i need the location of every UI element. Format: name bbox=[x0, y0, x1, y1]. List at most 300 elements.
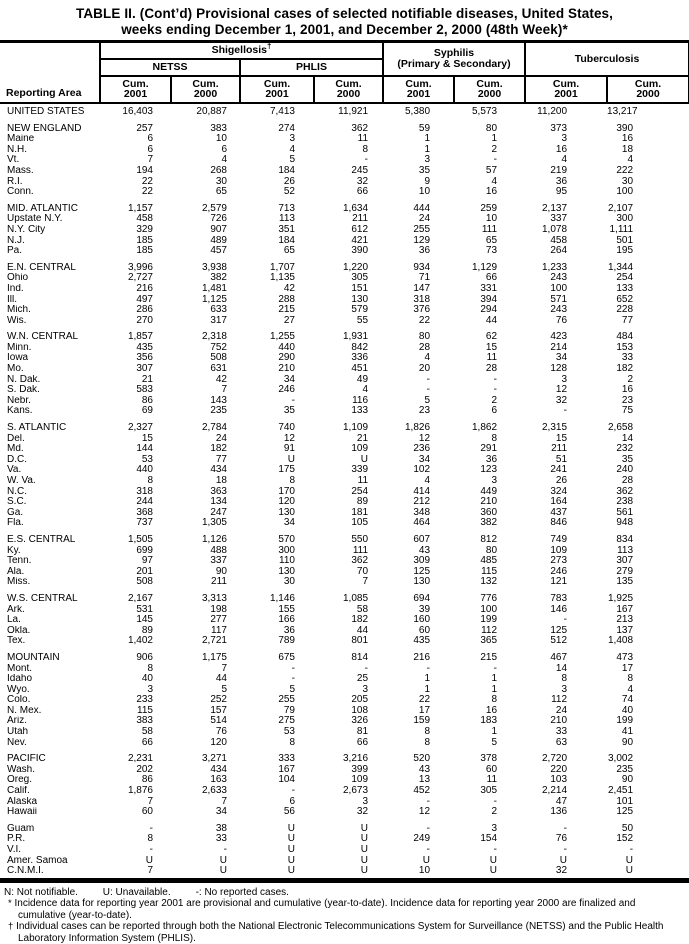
value-cell: 120 bbox=[278, 497, 295, 508]
value-cell: - bbox=[364, 155, 369, 166]
value-cell: 7 bbox=[147, 155, 153, 166]
value-cell: 512 bbox=[550, 636, 568, 647]
reporting-area-cell: Okla. bbox=[7, 625, 31, 636]
value-cell: 77 bbox=[215, 454, 227, 465]
table-row bbox=[0, 664, 689, 675]
value-cell: 235 bbox=[616, 764, 634, 775]
value-cell: 53 bbox=[141, 454, 153, 465]
reporting-area-cell: Ohio bbox=[7, 273, 29, 284]
value-cell: 752 bbox=[210, 342, 227, 353]
reporting-area-cell: N. Mex. bbox=[7, 705, 42, 716]
table-row bbox=[0, 866, 689, 880]
value-cell: 28 bbox=[485, 364, 498, 375]
table-row bbox=[0, 497, 689, 508]
value-cell: 12 bbox=[418, 433, 431, 444]
value-cell: 434 bbox=[210, 465, 227, 476]
value-cell: 76 bbox=[555, 834, 568, 845]
value-cell: 484 bbox=[616, 331, 634, 343]
value-cell: 75 bbox=[621, 406, 634, 417]
value-cell: 34 bbox=[215, 807, 227, 818]
table-row bbox=[0, 716, 689, 727]
value-cell: 571 bbox=[550, 294, 568, 305]
value-cell: 550 bbox=[351, 533, 369, 545]
value-cell: 399 bbox=[351, 764, 369, 775]
value-cell: 2 bbox=[491, 144, 498, 155]
value-cell: 243 bbox=[550, 305, 568, 316]
value-cell: 373 bbox=[550, 122, 568, 134]
value-cell: 128 bbox=[550, 364, 568, 375]
value-cell: 279 bbox=[616, 566, 634, 577]
value-cell: 1,925 bbox=[608, 592, 634, 604]
value-cell: 2,673 bbox=[342, 786, 369, 797]
reporting-area-cell: Upstate N.Y. bbox=[7, 214, 63, 225]
value-cell: 243 bbox=[550, 273, 568, 284]
value-cell: 1,220 bbox=[342, 261, 369, 273]
value-cell: - bbox=[563, 615, 568, 626]
value-cell: 8 bbox=[147, 663, 153, 674]
value-cell: 47 bbox=[555, 796, 568, 807]
reporting-area-cell: W.N. CENTRAL bbox=[7, 331, 79, 343]
value-cell: - bbox=[149, 845, 153, 855]
value-cell: 1 bbox=[424, 144, 431, 155]
value-cell: 2,727 bbox=[127, 273, 153, 284]
value-cell: 3 bbox=[147, 684, 153, 695]
table-row bbox=[0, 295, 689, 306]
value-cell: 2,231 bbox=[127, 753, 153, 765]
value-cell: 8 bbox=[424, 727, 431, 738]
value-cell: 435 bbox=[413, 636, 431, 647]
table-row bbox=[0, 685, 689, 696]
value-cell: 215 bbox=[278, 305, 295, 316]
reporting-area-cell: N.C. bbox=[7, 486, 27, 497]
reporting-area-cell: Miss. bbox=[7, 577, 31, 588]
value-cell: 228 bbox=[616, 305, 634, 316]
value-cell: 66 bbox=[356, 187, 369, 198]
value-cell: 467 bbox=[550, 651, 568, 663]
table-row bbox=[0, 577, 689, 588]
value-cell: 6 bbox=[221, 144, 227, 155]
value-cell: 62 bbox=[485, 331, 498, 343]
value-cell: 421 bbox=[351, 235, 369, 246]
value-cell: 776 bbox=[480, 592, 498, 604]
value-cell: 58 bbox=[356, 604, 369, 615]
value-cell: 71 bbox=[418, 273, 431, 284]
value-cell: 1,408 bbox=[608, 636, 634, 647]
value-cell: 1,305 bbox=[201, 518, 227, 529]
value-cell: 86 bbox=[141, 395, 153, 406]
value-cell: 199 bbox=[616, 716, 634, 727]
value-cell: 120 bbox=[210, 737, 227, 748]
reporting-area-cell: Hawaii bbox=[7, 807, 38, 818]
reporting-area-cell: P.R. bbox=[7, 834, 26, 845]
value-cell: 254 bbox=[351, 486, 369, 497]
value-cell: 212 bbox=[413, 497, 431, 508]
value-cell: 76 bbox=[215, 727, 227, 738]
value-cell: 10 bbox=[485, 214, 498, 225]
value-cell: 182 bbox=[616, 364, 634, 375]
value-cell: 1,126 bbox=[201, 533, 227, 545]
value-cell: U bbox=[219, 855, 227, 866]
column-header-cum-2000-1: Cum. 2000 bbox=[171, 76, 240, 103]
value-cell: U bbox=[607, 866, 689, 880]
value-cell: 351 bbox=[278, 224, 295, 235]
table-row bbox=[0, 476, 689, 487]
reporting-area-cell: Idaho bbox=[7, 674, 33, 685]
value-cell: 4 bbox=[561, 155, 568, 166]
value-cell: 246 bbox=[550, 566, 568, 577]
value-cell: 43 bbox=[418, 764, 431, 775]
value-cell: 125 bbox=[413, 566, 431, 577]
value-cell: U bbox=[422, 855, 431, 866]
value-cell: 348 bbox=[413, 507, 431, 518]
value-cell: 8 bbox=[491, 433, 498, 444]
table-row bbox=[0, 417, 689, 434]
reporting-area-cell: N.J. bbox=[7, 235, 25, 246]
value-cell: 30 bbox=[621, 176, 634, 187]
value-cell: 43 bbox=[418, 545, 431, 556]
value-cell: 812 bbox=[480, 533, 498, 545]
value-cell: 110 bbox=[279, 556, 295, 567]
netss-subgroup-header: NETSS bbox=[100, 59, 240, 76]
value-cell: 2,137 bbox=[541, 202, 568, 214]
table-row bbox=[0, 674, 689, 685]
table-row bbox=[0, 316, 689, 327]
value-cell: 3,216 bbox=[342, 753, 369, 765]
value-cell: 489 bbox=[210, 235, 227, 246]
value-cell: 3 bbox=[491, 476, 498, 486]
value-cell: 307 bbox=[136, 364, 153, 375]
value-cell: 294 bbox=[480, 305, 498, 316]
value-cell: 14 bbox=[621, 433, 634, 444]
value-cell: - bbox=[291, 786, 295, 797]
value-cell: 20 bbox=[418, 364, 431, 375]
value-cell: 244 bbox=[136, 497, 153, 508]
value-cell: 211 bbox=[211, 577, 227, 588]
table-row bbox=[0, 529, 689, 546]
table-row bbox=[0, 284, 689, 295]
value-cell: 222 bbox=[616, 165, 634, 176]
value-cell: 219 bbox=[550, 165, 568, 176]
value-cell: 1,233 bbox=[541, 261, 568, 273]
value-cell: 907 bbox=[210, 224, 227, 235]
value-cell: 1,157 bbox=[127, 202, 153, 214]
value-cell: 264 bbox=[550, 246, 568, 257]
value-cell: 66 bbox=[485, 273, 498, 284]
value-cell: 1,857 bbox=[127, 331, 153, 343]
table-row bbox=[0, 706, 689, 717]
value-cell: U bbox=[360, 834, 369, 845]
value-cell: 201 bbox=[136, 566, 153, 577]
value-cell: 270 bbox=[136, 315, 153, 326]
value-cell: 1,146 bbox=[269, 592, 295, 604]
value-cell: 333 bbox=[278, 753, 295, 765]
value-cell: 63 bbox=[555, 737, 568, 748]
title-line-2: weeks ending December 1, 2001, and December 2, 2000 (48th Week)* bbox=[121, 21, 568, 37]
value-cell: 4 bbox=[627, 684, 634, 695]
value-cell: 233 bbox=[136, 695, 153, 706]
value-cell: 175 bbox=[278, 465, 295, 476]
value-cell: 8 bbox=[491, 695, 498, 706]
value-cell: 1 bbox=[424, 674, 431, 685]
value-cell: 166 bbox=[278, 615, 295, 626]
value-cell: 339 bbox=[351, 465, 369, 476]
value-cell: 15 bbox=[555, 433, 568, 444]
table-row bbox=[0, 845, 689, 856]
value-cell: 5 bbox=[289, 155, 295, 166]
table-row bbox=[0, 856, 689, 867]
reporting-area-cell: Ky. bbox=[7, 545, 21, 556]
value-cell: 440 bbox=[278, 342, 295, 353]
value-cell: 205 bbox=[351, 695, 369, 706]
value-cell: 111 bbox=[352, 545, 369, 556]
phlis-subgroup-header: PHLIS bbox=[240, 59, 383, 76]
value-cell: U bbox=[360, 822, 369, 834]
value-cell: 8 bbox=[147, 834, 153, 845]
value-cell: 125 bbox=[616, 807, 634, 818]
reporting-area-cell: Wis. bbox=[7, 315, 27, 326]
value-cell: 157 bbox=[210, 705, 227, 716]
reporting-area-cell: Utah bbox=[7, 727, 29, 738]
value-cell: 232 bbox=[616, 444, 634, 455]
value-cell: 1,862 bbox=[471, 422, 498, 434]
value-cell: 90 bbox=[621, 737, 634, 748]
value-cell: 147 bbox=[413, 283, 431, 294]
value-cell: 80 bbox=[485, 545, 498, 556]
value-cell: 28 bbox=[418, 342, 431, 353]
value-cell: 38 bbox=[215, 822, 227, 834]
value-cell: 104 bbox=[278, 775, 295, 786]
value-cell: 1,931 bbox=[342, 331, 369, 343]
value-cell: 464 bbox=[413, 518, 431, 529]
value-cell: 236 bbox=[413, 444, 431, 455]
value-cell: 152 bbox=[616, 834, 634, 845]
value-cell: 44 bbox=[215, 674, 227, 685]
value-cell: 160 bbox=[413, 615, 431, 626]
reporting-area-cell: Maine bbox=[7, 134, 35, 145]
value-cell: 211 bbox=[551, 444, 568, 455]
table-row bbox=[0, 487, 689, 498]
value-cell: 144 bbox=[136, 444, 153, 455]
value-cell: 2,327 bbox=[127, 422, 153, 434]
dagger-mark: † bbox=[8, 921, 14, 933]
value-cell: 2,318 bbox=[201, 331, 227, 343]
value-cell: 210 bbox=[480, 497, 498, 508]
table-row bbox=[0, 695, 689, 706]
value-cell: 3,271 bbox=[201, 753, 227, 765]
value-cell: U bbox=[171, 866, 240, 880]
value-cell: 452 bbox=[413, 786, 431, 797]
reporting-area-cell: Minn. bbox=[7, 342, 32, 353]
value-cell: 458 bbox=[136, 214, 153, 225]
value-cell: 102 bbox=[413, 465, 431, 476]
value-cell: 155 bbox=[278, 604, 295, 615]
footnote-dagger bbox=[4, 921, 685, 944]
value-cell: 382 bbox=[210, 273, 227, 284]
value-cell: U bbox=[489, 855, 498, 866]
value-cell: 66 bbox=[141, 737, 153, 748]
value-cell: 1,876 bbox=[127, 786, 153, 797]
reporting-area-cell: Tenn. bbox=[7, 556, 32, 567]
value-cell: 135 bbox=[616, 577, 634, 588]
reporting-area-cell: Nev. bbox=[7, 737, 27, 748]
value-cell: 694 bbox=[413, 592, 431, 604]
value-cell: 40 bbox=[141, 674, 153, 685]
value-cell: 579 bbox=[351, 305, 369, 316]
column-header-cum-2001-6: Cum. 2001 bbox=[525, 76, 607, 103]
value-cell: 356 bbox=[136, 353, 153, 364]
value-cell: 1,344 bbox=[608, 261, 634, 273]
table-row bbox=[0, 748, 689, 765]
reporting-area-cell: W.S. CENTRAL bbox=[7, 592, 78, 604]
value-cell: 33 bbox=[215, 834, 227, 845]
value-cell: 10 bbox=[215, 134, 227, 145]
value-cell: 101 bbox=[616, 796, 634, 807]
value-cell: 36 bbox=[418, 246, 431, 257]
reporting-area-cell: PACIFIC bbox=[7, 753, 46, 765]
table-row bbox=[0, 647, 689, 664]
column-header-cum-2000-7: Cum. 2000 bbox=[607, 76, 689, 103]
value-cell: 2,315 bbox=[541, 422, 568, 434]
table-row bbox=[0, 797, 689, 808]
value-cell: 41 bbox=[621, 727, 634, 738]
value-cell: 238 bbox=[616, 497, 634, 508]
value-cell: 10 bbox=[383, 866, 454, 880]
reporting-area-cell: V.I. bbox=[7, 845, 22, 855]
value-cell: 2,720 bbox=[541, 753, 568, 765]
value-cell: 109 bbox=[351, 775, 369, 786]
value-cell: 33 bbox=[621, 353, 634, 364]
value-cell: 5 bbox=[491, 737, 498, 748]
value-cell: 4 bbox=[362, 385, 369, 396]
table-row bbox=[0, 567, 689, 578]
value-cell: 97 bbox=[141, 556, 153, 567]
value-cell: 170 bbox=[278, 486, 295, 497]
notifiable-diseases-table bbox=[0, 40, 689, 883]
value-cell: 11 bbox=[357, 134, 369, 145]
value-cell: U bbox=[287, 822, 295, 834]
value-cell: U bbox=[360, 855, 369, 866]
value-cell: 749 bbox=[550, 533, 568, 545]
value-cell: U bbox=[145, 855, 153, 866]
value-cell: 383 bbox=[136, 716, 153, 727]
footnotes-section bbox=[0, 883, 689, 944]
value-cell: 32 bbox=[356, 176, 369, 187]
value-cell: U bbox=[287, 845, 295, 855]
value-cell: 437 bbox=[550, 507, 568, 518]
value-cell: - bbox=[493, 845, 498, 855]
value-cell: - bbox=[426, 845, 431, 855]
value-cell: 240 bbox=[616, 465, 634, 476]
value-cell: 326 bbox=[351, 716, 369, 727]
value-cell: 382 bbox=[480, 518, 498, 529]
value-cell: 55 bbox=[356, 315, 369, 326]
value-cell: 4 bbox=[491, 176, 498, 187]
value-cell: - bbox=[563, 406, 568, 417]
value-cell: 130 bbox=[278, 566, 295, 577]
value-cell: 7 bbox=[221, 796, 227, 807]
value-cell: 33 bbox=[555, 727, 568, 738]
reporting-area-cell: Md. bbox=[7, 444, 24, 455]
value-cell: 15 bbox=[141, 433, 153, 444]
syphilis-group-header bbox=[383, 42, 525, 77]
value-cell: 1,634 bbox=[342, 202, 369, 214]
value-cell: 194 bbox=[136, 165, 153, 176]
value-cell: 4 bbox=[424, 476, 431, 486]
value-cell: 117 bbox=[211, 625, 227, 636]
value-cell: 390 bbox=[351, 246, 369, 257]
value-cell: 32 bbox=[356, 807, 369, 818]
value-cell: 1,135 bbox=[269, 273, 295, 284]
reporting-area-cell: NEW ENGLAND bbox=[7, 122, 82, 134]
value-cell: 17 bbox=[621, 663, 634, 674]
value-cell: 268 bbox=[210, 165, 227, 176]
table-row bbox=[0, 465, 689, 476]
value-cell: - bbox=[291, 674, 295, 685]
value-cell: 300 bbox=[616, 214, 634, 225]
value-cell: 3 bbox=[561, 684, 568, 695]
value-cell: 8 bbox=[289, 737, 295, 748]
footnote-asterisk bbox=[4, 898, 685, 921]
value-cell: 60 bbox=[485, 764, 498, 775]
reporting-area-cell: R.I. bbox=[7, 176, 23, 187]
value-cell: 7 bbox=[221, 385, 227, 396]
value-cell: 182 bbox=[351, 615, 369, 626]
table-row bbox=[0, 353, 689, 364]
reporting-area-cell: Ga. bbox=[7, 507, 24, 518]
value-cell: 235 bbox=[210, 406, 227, 417]
legend-not-notifiable: N: Not notifiable. bbox=[4, 886, 78, 898]
value-cell: 1,109 bbox=[342, 422, 369, 434]
value-cell: 7 bbox=[147, 796, 153, 807]
value-cell: 216 bbox=[136, 283, 153, 294]
value-cell: 473 bbox=[616, 651, 634, 663]
table-row bbox=[0, 326, 689, 343]
value-cell: 32 bbox=[555, 395, 568, 406]
value-cell: 906 bbox=[136, 651, 153, 663]
value-cell: 59 bbox=[418, 122, 431, 134]
value-cell: 561 bbox=[616, 507, 634, 518]
value-cell: 81 bbox=[356, 727, 369, 738]
table-row bbox=[0, 134, 689, 145]
value-cell: 113 bbox=[279, 214, 295, 225]
value-cell: 414 bbox=[413, 486, 431, 497]
legend-no-reported-cases: -: No reported cases. bbox=[195, 886, 289, 898]
value-cell: 318 bbox=[413, 294, 431, 305]
value-cell: 76 bbox=[555, 315, 568, 326]
value-cell: 129 bbox=[413, 235, 431, 246]
table-row bbox=[0, 807, 689, 818]
reporting-area-cell: Wyo. bbox=[7, 684, 30, 695]
value-cell: - bbox=[149, 822, 153, 834]
value-cell: 1,085 bbox=[342, 592, 369, 604]
table-row bbox=[0, 385, 689, 396]
value-cell: - bbox=[364, 663, 369, 674]
value-cell: 390 bbox=[616, 122, 634, 134]
table-row bbox=[0, 103, 689, 118]
value-cell: 73 bbox=[485, 246, 498, 257]
reporting-area-cell: Guam bbox=[7, 822, 35, 834]
table-row bbox=[0, 225, 689, 236]
title-line-1: TABLE II. (Cont’d) Provisional cases of selected notifiable diseases, United States, bbox=[75, 6, 614, 21]
table-row bbox=[0, 343, 689, 354]
value-cell: 6 bbox=[147, 144, 153, 155]
value-cell: 130 bbox=[413, 577, 431, 588]
footnote-legend bbox=[4, 887, 685, 899]
value-cell: 241 bbox=[550, 465, 568, 476]
value-cell: 2,167 bbox=[127, 592, 153, 604]
value-cell: 2 bbox=[491, 807, 498, 818]
value-cell: 274 bbox=[278, 122, 295, 134]
